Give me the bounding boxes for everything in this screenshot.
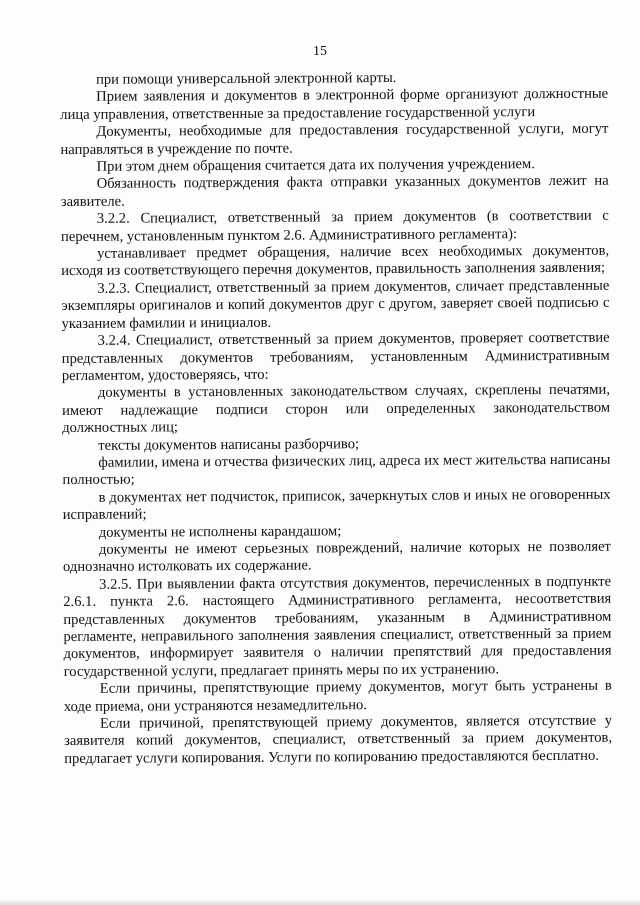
paragraph-18: Если причиной, препятствующей приему документов, является отсутствие у заявителя копий документов, специалист, ответственный за прием документов, предлагает услуги копирования. Услуги по копированию предоставляются бесплатно. [64,712,613,767]
paragraph-14: документы не исполнены карандашом; [98,522,342,541]
paragraph-17: Если причины, препятствующие приему документов, могут быть устранены в ходе приема, они устраняются незамедлительно. [63,677,612,715]
document-body [60,69,612,769]
scan-bottom-edge [0,899,640,905]
paragraph-6: 3.2.2. Специалист, ответственный за прием документов (в соответствии с перечнем, установленным пунктом 2.6. Административного регламента): [60,207,609,245]
paragraph-3: Документы, необходимые для предоставления государственной услуги, могут направляться в учреждение по почте. [60,120,609,158]
paragraph-12: фамилии, имена и отчества физических лиц, адреса их мест жительства написаны полностью; [62,451,611,489]
paragraph-4: При этом днем обращения считается дата их получения учреждением. [96,156,535,175]
paragraph-16: 3.2.5. При выявлении факта отсутствия документов, перечисленных в подпункте 2.6.1. пункта 2.6. настоящего Административного регламента, несоответствия представленных документов требованиям, указанным в Административном регламенте, неправильного заполнения заявления специалист, ответственный за прием документов, информирует заявителя о наличии препятствий для предоставления государственной услуги, предлагает принять меры по их устранению. [63,573,612,680]
paragraph-10: документы в установленных законодательством случаях, скреплены печатями, имеют надлежащие подписи сторон или определенных законодательством должностных лиц; [62,381,611,437]
paragraph-15: документы не имеют серьезных повреждений, наличие которых не позволяет однозначно истолковать их содержание. [62,538,611,576]
paragraph-8: 3.2.3. Специалист, ответственный за прием документов, сличает представленные экземпляры оригиналов и копий документов друг с другом, заверяет своей подписью с указанием фамилии и инициалов. [61,277,610,332]
paragraph-1: при помощи универсальной электронной карты. [95,69,397,88]
paragraph-2: Прием заявления и документов в электронной форме организуют должностные лица управления, ответственные за предоставление государственной услуги [60,86,609,123]
paragraph-13: в документах нет подчисток, приписок, зачеркнутых слов и иных не оговоренных исправлений; [62,486,611,524]
paragraph-9: 3.2.4. Специалист, ответственный за прием документов, проверяет соответствие представленных документов требованиям, установленным Административным регламентом, удостоверяясь, что: [61,329,610,384]
paragraph-11: тексты документов написаны разборчиво; [98,435,360,454]
paragraph-7: устанавливает предмет обращения, наличие всех необходимых документов, исходя из соответствующего перечня документов, правильность заполнения заявления; [61,242,610,280]
paragraph-5: Обязанность подтверждения факта отправки указанных документов лежит на заявителе. [60,173,609,210]
page-number: 15 [313,44,327,59]
